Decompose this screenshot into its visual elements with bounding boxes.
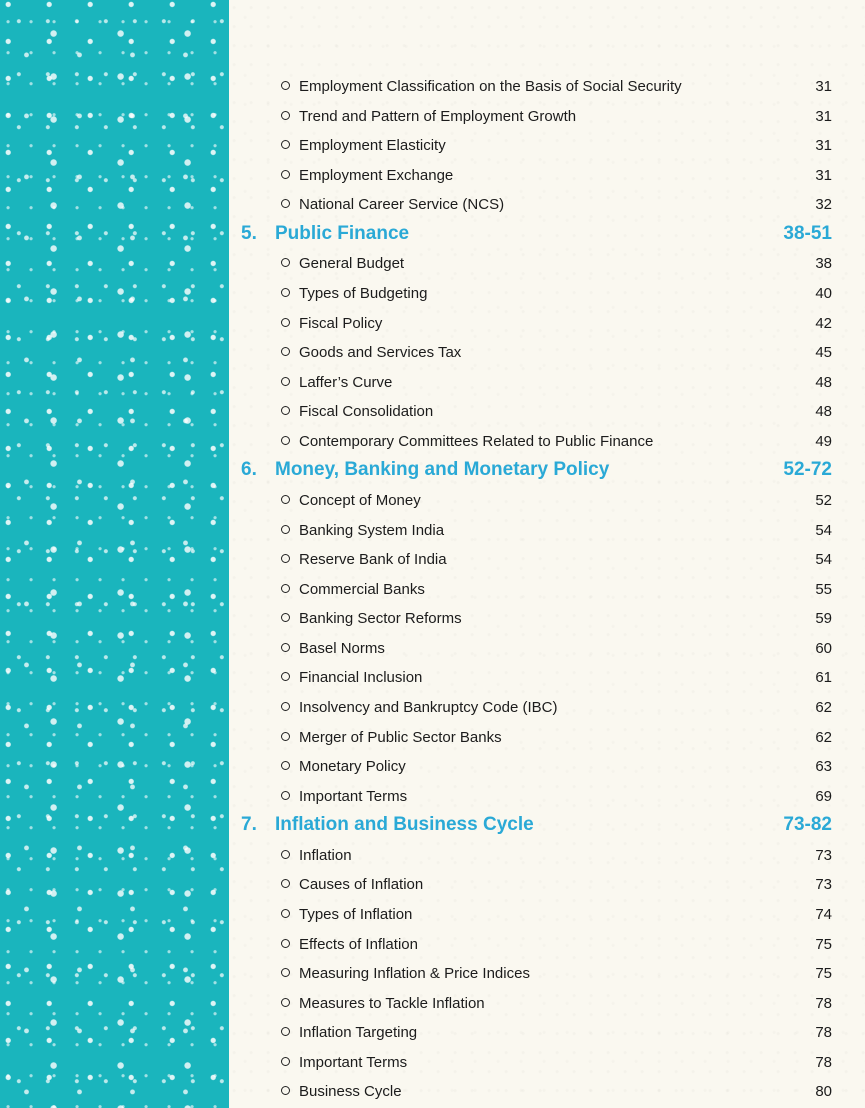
circle-bullet-icon <box>281 584 290 593</box>
toc-entry[interactable] <box>229 988 865 1018</box>
toc-entry[interactable] <box>229 781 865 811</box>
circle-bullet-icon <box>281 288 290 297</box>
entry-page-number: 45 <box>815 343 832 361</box>
toc-entry[interactable] <box>229 160 865 190</box>
circle-bullet-icon <box>281 554 290 563</box>
circle-bullet-icon <box>281 791 290 800</box>
entry-page-number: 59 <box>815 609 832 627</box>
toc-entry[interactable] <box>229 337 865 367</box>
entry-title: Financial Inclusion <box>299 668 423 686</box>
entry-title: Measures to Tackle Inflation <box>299 994 485 1012</box>
circle-bullet-icon <box>281 1086 290 1095</box>
circle-bullet-icon <box>281 406 290 415</box>
chapter-page-range: 73-82 <box>783 814 832 835</box>
entry-page-number: 60 <box>815 639 832 657</box>
circle-bullet-icon <box>281 81 290 90</box>
entry-title: Laffer’s Curve <box>299 373 393 391</box>
toc-entry[interactable] <box>229 722 865 752</box>
entry-page-number: 75 <box>815 935 832 953</box>
entry-title: Important Terms <box>299 1053 408 1071</box>
circle-bullet-icon <box>281 170 290 179</box>
circle-bullet-icon <box>281 939 290 948</box>
circle-bullet-icon <box>281 199 290 208</box>
toc-entry[interactable] <box>229 71 865 101</box>
toc-entry[interactable] <box>229 1017 865 1047</box>
toc-entry[interactable] <box>229 633 865 663</box>
entry-title: Types of Inflation <box>299 905 413 923</box>
toc-entry[interactable] <box>229 869 865 899</box>
entry-title: Trend and Pattern of Employment Growth <box>299 107 577 125</box>
circle-bullet-icon <box>281 909 290 918</box>
entry-title: Reserve Bank of India <box>299 550 447 568</box>
circle-bullet-icon <box>281 613 290 622</box>
entry-page-number: 55 <box>815 580 832 598</box>
entry-title: Employment Exchange <box>299 166 454 184</box>
entry-title: Concept of Money <box>299 491 421 509</box>
entry-title: Banking Sector Reforms <box>299 609 462 627</box>
circle-bullet-icon <box>281 850 290 859</box>
entry-page-number: 73 <box>815 846 832 864</box>
chapter-page-range: 52-72 <box>783 459 832 480</box>
circle-bullet-icon <box>281 761 290 770</box>
entry-title: Effects of Inflation <box>299 935 418 953</box>
entry-title: Measuring Inflation & Price Indices <box>299 964 530 982</box>
chapter-title: Inflation and Business Cycle <box>275 814 534 835</box>
circle-bullet-icon <box>281 377 290 386</box>
circle-bullet-icon <box>281 732 290 741</box>
toc-entry[interactable] <box>229 515 865 545</box>
toc-chapter-heading[interactable] <box>229 810 865 840</box>
toc-entry[interactable] <box>229 308 865 338</box>
entry-title: Causes of Inflation <box>299 875 424 893</box>
circle-bullet-icon <box>281 879 290 888</box>
entry-title: Types of Budgeting <box>299 284 428 302</box>
toc-entry[interactable] <box>229 662 865 692</box>
entry-page-number: 31 <box>815 136 832 154</box>
entry-page-number: 75 <box>815 964 832 982</box>
entry-title: Commercial Banks <box>299 580 425 598</box>
chapter-number: 5. <box>241 223 257 244</box>
chapter-number: 7. <box>241 814 257 835</box>
entry-page-number: 62 <box>815 728 832 746</box>
chapter-title: Public Finance <box>275 223 410 244</box>
circle-bullet-icon <box>281 347 290 356</box>
circle-bullet-icon <box>281 436 290 445</box>
toc-entry[interactable] <box>229 396 865 426</box>
entry-page-number: 40 <box>815 284 832 302</box>
entry-title: Important Terms <box>299 787 408 805</box>
circle-bullet-icon <box>281 140 290 149</box>
entry-title: National Career Service (NCS) <box>299 195 505 213</box>
entry-page-number: 63 <box>815 757 832 775</box>
entry-page-number: 48 <box>815 402 832 420</box>
toc-entry[interactable] <box>229 751 865 781</box>
decorative-sidebar <box>0 0 229 1108</box>
entry-title: Insolvency and Bankruptcy Code (IBC) <box>299 698 558 716</box>
toc-entry[interactable] <box>229 130 865 160</box>
entry-page-number: 62 <box>815 698 832 716</box>
circle-bullet-icon <box>281 672 290 681</box>
chapter-page-range: 38-51 <box>783 223 832 244</box>
circle-bullet-icon <box>281 258 290 267</box>
chapter-number: 6. <box>241 459 257 480</box>
entry-title: Banking System India <box>299 521 445 539</box>
toc-entry[interactable] <box>229 574 865 604</box>
toc-entry[interactable] <box>229 899 865 929</box>
entry-title: Monetary Policy <box>299 757 406 775</box>
toc-entry[interactable] <box>229 367 865 397</box>
toc-entry[interactable] <box>229 692 865 722</box>
entry-page-number: 42 <box>815 314 832 332</box>
entry-title: Employment Classification on the Basis of Social Security <box>299 77 682 95</box>
circle-bullet-icon <box>281 525 290 534</box>
entry-title: Contemporary Committees Related to Public Finance <box>299 432 654 450</box>
entry-title: Business Cycle <box>299 1082 402 1100</box>
circle-bullet-icon <box>281 643 290 652</box>
entry-title: Fiscal Consolidation <box>299 402 434 420</box>
toc-entry[interactable] <box>229 485 865 515</box>
entry-page-number: 48 <box>815 373 832 391</box>
circle-bullet-icon <box>281 495 290 504</box>
entry-page-number: 69 <box>815 787 832 805</box>
toc-entry[interactable] <box>229 929 865 959</box>
toc-entry[interactable] <box>229 101 865 131</box>
toc-entry[interactable] <box>229 958 865 988</box>
circle-bullet-icon <box>281 1027 290 1036</box>
circle-bullet-icon <box>281 1057 290 1066</box>
circle-bullet-icon <box>281 968 290 977</box>
entry-page-number: 74 <box>815 905 832 923</box>
entry-page-number: 78 <box>815 1023 832 1041</box>
entry-title: Basel Norms <box>299 639 385 657</box>
entry-title: Fiscal Policy <box>299 314 383 332</box>
toc-chapter-heading[interactable] <box>229 219 865 249</box>
entry-page-number: 31 <box>815 166 832 184</box>
chapter-title: Money, Banking and Monetary Policy <box>275 459 610 480</box>
entry-title: Goods and Services Tax <box>299 343 462 361</box>
entry-page-number: 54 <box>815 521 832 539</box>
entry-page-number: 78 <box>815 994 832 1012</box>
toc-entry[interactable] <box>229 248 865 278</box>
circle-bullet-icon <box>281 318 290 327</box>
entry-page-number: 73 <box>815 875 832 893</box>
toc-entry[interactable] <box>229 1076 865 1106</box>
table-of-contents <box>229 0 865 1108</box>
circle-bullet-icon <box>281 998 290 1007</box>
entry-title: Inflation <box>299 846 352 864</box>
entry-page-number: 38 <box>815 254 832 272</box>
entry-page-number: 32 <box>815 195 832 213</box>
toc-entry[interactable] <box>229 189 865 219</box>
entry-page-number: 31 <box>815 77 832 95</box>
circle-bullet-icon <box>281 111 290 120</box>
entry-page-number: 78 <box>815 1053 832 1071</box>
entry-page-number: 49 <box>815 432 832 450</box>
entry-title: General Budget <box>299 254 405 272</box>
entry-page-number: 31 <box>815 107 832 125</box>
entry-page-number: 54 <box>815 550 832 568</box>
toc-entry[interactable] <box>229 603 865 633</box>
toc-entry[interactable] <box>229 840 865 870</box>
toc-entry[interactable] <box>229 426 865 456</box>
entry-page-number: 80 <box>815 1082 832 1100</box>
toc-entry[interactable] <box>229 278 865 308</box>
toc-entry[interactable] <box>229 1047 865 1077</box>
entry-page-number: 61 <box>815 668 832 686</box>
entry-title: Inflation Targeting <box>299 1023 418 1041</box>
entry-title: Employment Elasticity <box>299 136 446 154</box>
entry-page-number: 52 <box>815 491 832 509</box>
circle-bullet-icon <box>281 702 290 711</box>
entry-title: Merger of Public Sector Banks <box>299 728 502 746</box>
toc-entry[interactable] <box>229 544 865 574</box>
toc-chapter-heading[interactable] <box>229 455 865 485</box>
